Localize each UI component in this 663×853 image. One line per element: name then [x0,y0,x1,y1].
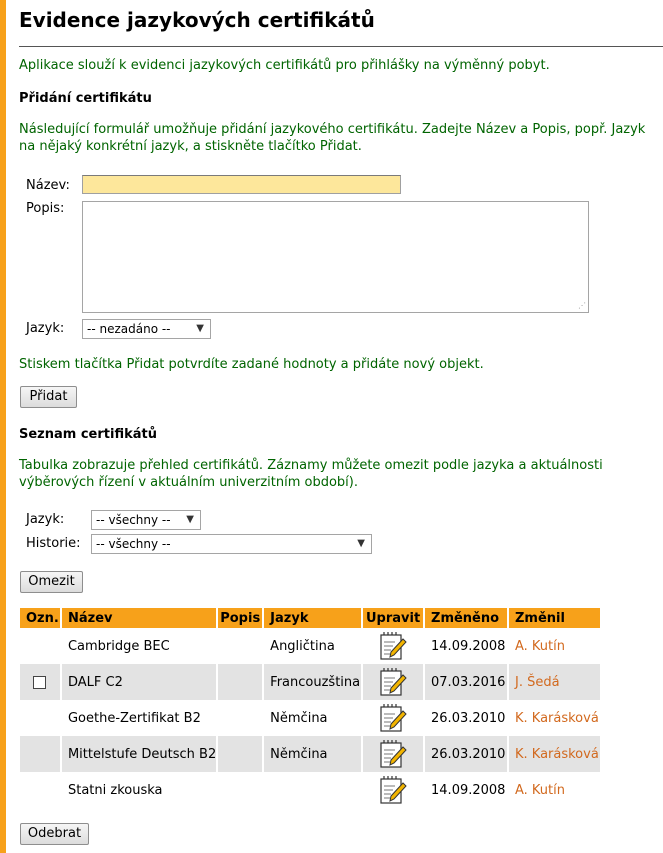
intro-text: Aplikace slouží k evidenci jazykových certifikátů pro přihlášky na výměnný pobyt. [19,58,550,73]
edit-button[interactable] [363,772,425,808]
col-header-name: Název [62,608,218,628]
resize-grip-icon[interactable]: ⋰ [578,301,586,310]
certificates-table [20,608,602,808]
row-changed-date: 14.09.2008 [425,628,509,664]
row-changed-date: 26.03.2010 [425,736,509,772]
list-description-line1: Tabulka zobrazuje přehled certifikátů. Záznamy můžete omezit podle jazyka a aktuálnosti [19,458,603,473]
row-description [218,736,264,772]
edit-button[interactable] [363,700,425,736]
name-input[interactable] [82,175,401,194]
table-row [20,664,602,700]
row-changed-by-link[interactable]: K. Karásková [509,700,602,736]
table-row [20,628,602,664]
row-description [218,664,264,700]
edit-icon[interactable] [379,631,407,661]
chevron-down-icon: ▼ [357,538,365,549]
table-row [20,736,602,772]
row-mark-cell [20,628,62,664]
col-header-mark: Ozn. [20,608,62,628]
row-mark-cell [20,772,62,808]
filter-history-value: -- všechny -- [96,537,171,551]
language-select[interactable] [82,319,211,339]
row-name: Cambridge BEC [62,628,218,664]
name-label: Název: [26,178,70,193]
filter-language-select[interactable] [91,510,201,530]
edit-icon[interactable] [379,775,407,805]
col-header-changed-by: Změnil [509,608,602,628]
table-header [20,608,602,628]
add-description-line2: na nějaký konkrétní jazyk, a stiskněte tlačítko Přidat. [19,139,362,154]
language-select-value: -- nezadáno -- [87,322,171,336]
col-header-language: Jazyk [264,608,363,628]
title-divider [19,46,663,47]
col-header-edit: Upravit [363,608,425,628]
page-title: Evidence jazykových certifikátů [19,8,375,32]
edit-icon[interactable] [379,703,407,733]
remove-button[interactable]: Odebrat [20,823,89,845]
filter-history-select[interactable] [91,534,372,554]
add-button[interactable]: Přidat [20,386,77,408]
row-description [218,628,264,664]
table-row [20,700,602,736]
row-language [264,772,363,808]
row-checkbox[interactable] [33,676,46,689]
edit-button[interactable] [363,736,425,772]
row-changed-by-link[interactable]: A. Kutín [509,628,602,664]
filter-language-value: -- všechny -- [96,513,171,527]
edit-icon[interactable] [379,667,407,697]
filter-history-label: Historie: [26,536,81,551]
row-changed-by-link[interactable]: J. Šedá [509,664,602,700]
col-header-description: Popis [218,608,264,628]
row-changed-by-link[interactable]: K. Karásková [509,736,602,772]
list-section-heading: Seznam certifikátů [19,427,157,442]
row-name: Goethe-Zertifikat B2 [62,700,218,736]
row-description [218,772,264,808]
chevron-down-icon: ▼ [196,323,204,334]
edit-button[interactable] [363,664,425,700]
description-textarea[interactable] [82,201,589,313]
left-accent-bar [0,0,6,853]
add-section-heading: Přidání certifikátu [19,91,152,106]
edit-button[interactable] [363,628,425,664]
row-language: Němčina [264,700,363,736]
row-name: Mittelstufe Deutsch B2 [62,736,218,772]
row-description [218,700,264,736]
row-changed-date: 26.03.2010 [425,700,509,736]
description-label: Popis: [26,201,65,216]
row-mark-cell [20,664,62,700]
filter-button[interactable]: Omezit [20,571,83,593]
row-changed-date: 07.03.2016 [425,664,509,700]
language-label: Jazyk: [26,321,65,336]
confirm-text: Stiskem tlačítka Přidat potvrdíte zadané hodnoty a přidáte nový objekt. [19,357,484,372]
row-mark-cell [20,700,62,736]
filter-language-label: Jazyk: [26,512,65,527]
row-changed-date: 14.09.2008 [425,772,509,808]
row-name: Statni zkouska [62,772,218,808]
edit-icon[interactable] [379,739,407,769]
table-row [20,772,602,808]
row-name: DALF C2 [62,664,218,700]
row-language: Němčina [264,736,363,772]
chevron-down-icon: ▼ [186,514,194,525]
list-description-line2: výběrových řízení v aktuálním univerzitním období). [19,475,358,490]
col-header-changed: Změněno [425,608,509,628]
add-description-line1: Následující formulář umožňuje přidání jazykového certifikátu. Zadejte Název a Popis, popř. Jazyk [19,122,646,137]
row-mark-cell [20,736,62,772]
row-language: Francouzština [264,664,363,700]
row-language: Angličtina [264,628,363,664]
row-changed-by-link[interactable]: A. Kutín [509,772,602,808]
